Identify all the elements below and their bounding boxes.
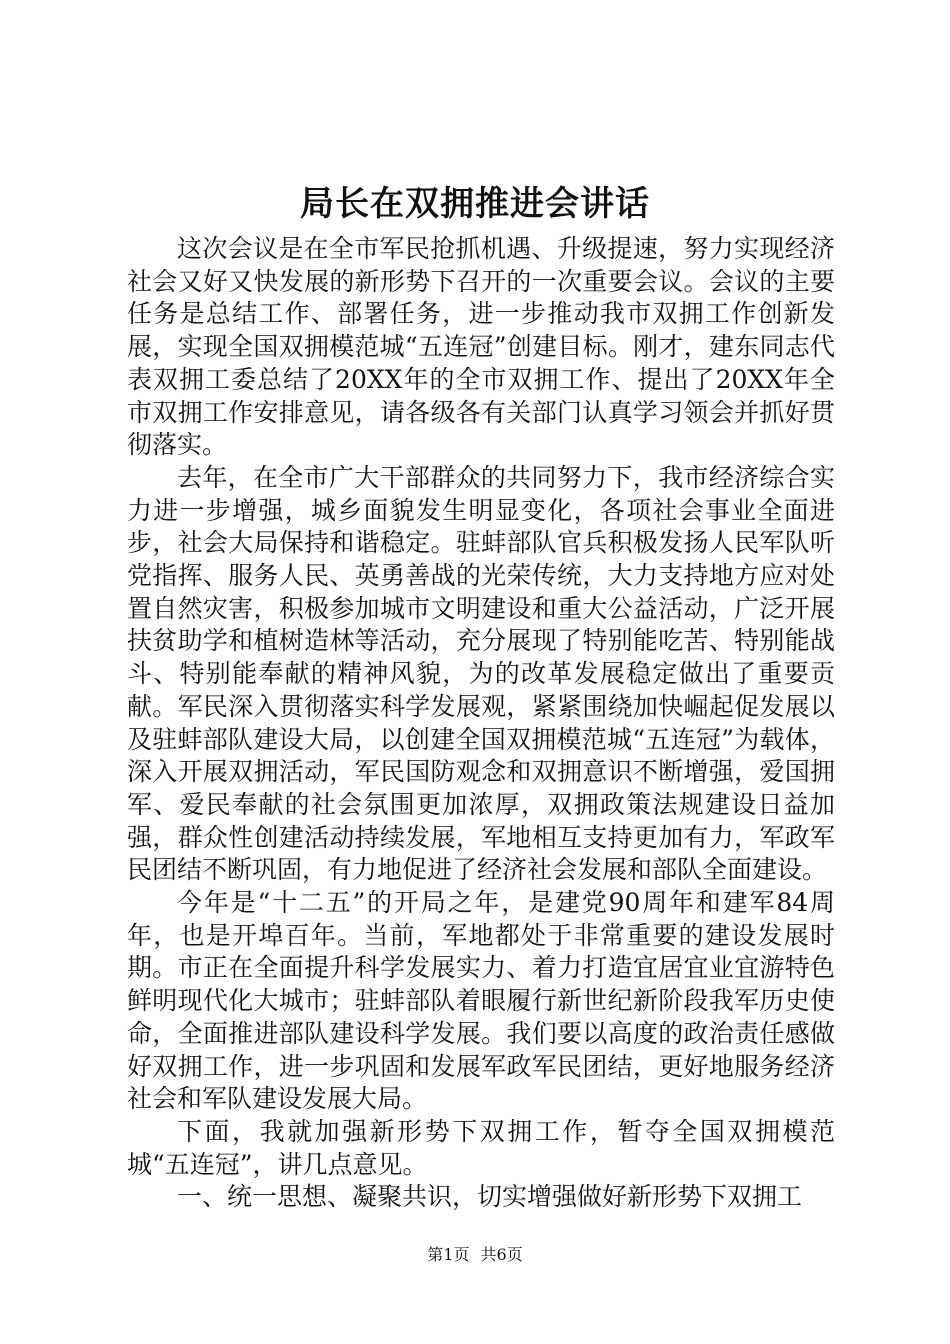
page-footer bbox=[0, 1244, 950, 1266]
paragraph: 下面，我就加强新形势下双拥工作，暂夺全国双拥模范城“五连冠”，讲几点意见。 bbox=[127, 1116, 835, 1179]
page-number: 第1页 bbox=[427, 1245, 470, 1264]
paragraph: 这次会议是在全市军民抢抓机遇、升级提速，努力实现经济社会又好又快发展的新形势下召开的一次重要会议。会议的主要任务是总结工作、部署任务，进一步推动我市双拥工作创新发展，实现全国双拥模范城“五连冠”创建目标。刚才，建东同志代表双拥工委总结了20XX年的全市双拥工作、提出了20XX年全市双拥工作安排意见，请各级各有关部门认真学习领会并抓好贯彻落实。 bbox=[127, 234, 835, 460]
page-total: 共6页 bbox=[480, 1245, 523, 1264]
paragraph: 去年，在全市广大干部群众的共同努力下，我市经济综合实力进一步增强，城乡面貌发生明显变化，各项社会事业全面进步，社会大局保持和谐稳定。驻蚌部队官兵积极发扬人民军队听党指挥、服务人民、英勇善战的光荣传统，大力支持地方应对处置自然灾害，积极参加城市文明建设和重大公益活动，广泛开展扶贫助学和植树造林等活动，充分展现了特别能吃苦、特别能战斗、特别能奉献的精神风貌，为的改革发展稳定做出了重要贡献。军民深入贯彻落实科学发展观，紧紧围绕加快崛起促发展以及驻蚌部队建设大局，以创建全国双拥模范城“五连冠”为载体，深入开展双拥活动，军民国防观念和双拥意识不断增强，爱国拥军、爱民奉献的社会氛围更加浓厚，双拥政策法规建设日益加强，群众性创建活动持续发展，军地相互支持更加有力，军政军民团结不断巩固，有力地促进了经济社会发展和部队全面建设。 bbox=[127, 462, 835, 885]
document-body bbox=[127, 233, 835, 1214]
paragraph: 一、统一思想、凝聚共识，切实增强做好新形势下双拥工 bbox=[177, 1182, 803, 1212]
paragraph: 今年是“十二五”的开局之年，是建党90周年和建军84周年，也是开埠百年。当前，军地都处于非常重要的建设发展时期。市正在全面提升科学发展实力、着力打造宜居宜业宜游特色鲜明现代化大城市；驻蚌部队着眼履行新世纪新阶段我军历史使命，全面推进部队建设科学发展。我们要以高度的政治责任感做好双拥工作，进一步巩固和发展军政军民团结，更好地服务经济社会和军队建设发展大局。 bbox=[127, 888, 835, 1114]
document-title: 局长在双拥推进会讲话 bbox=[300, 184, 650, 224]
